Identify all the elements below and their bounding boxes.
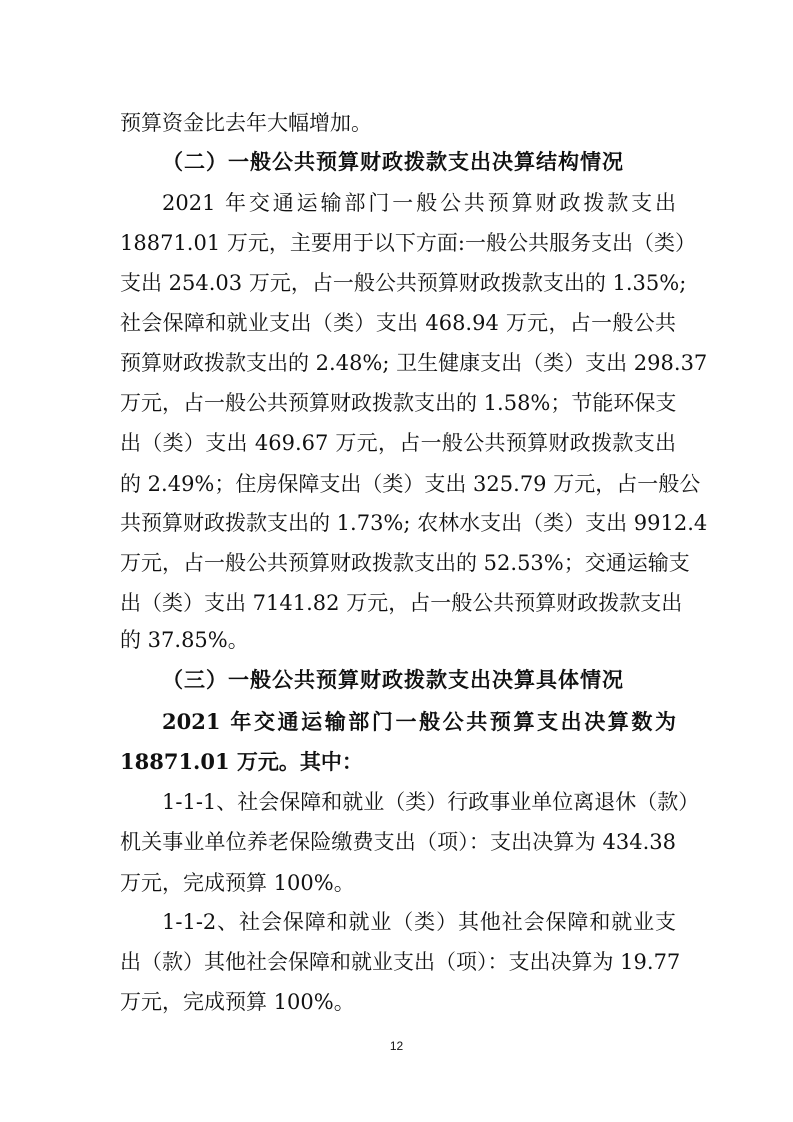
text-line: 万元，完成预算 100%。 (120, 871, 355, 895)
text-line: 1-1-1、社会保障和就业（类）行政事业单位离退休（款） (162, 790, 700, 814)
text-line: 出（款）其他社会保障和就业支出（项）：支出决算为 19.77 (120, 950, 681, 974)
text-line: 预算资金比去年大幅增加。 (120, 111, 372, 135)
text-line: 1-1-2、社会保障和就业（类）其他社会保障和就业支 (162, 910, 676, 934)
text-line: 社会保障和就业支出（类）支出 468.94 万元，占一般公共 (120, 311, 676, 335)
text-line-bold: 2021 年交通运输部门一般公共预算支出决算数为 (162, 709, 676, 734)
page-number: 12 (389, 1039, 404, 1053)
text-line: 出（类）支出 7141.82 万元，占一般公共预算财政拨款支出 (120, 591, 683, 615)
text-line: 的 2.49%；住房保障支出（类）支出 325.79 万元，占一般公 (120, 472, 701, 496)
text-line: 支出 254.03 万元，占一般公共预算财政拨款支出的 1.35%; (120, 271, 687, 295)
text-line: 出（类）支出 469.67 万元，占一般公共预算财政拨款支出 (120, 431, 676, 455)
text-line: 预算财政拨款支出的 2.48%; 卫生健康支出（类）支出 298.37 (120, 351, 708, 375)
text-line: 共预算财政拨款支出的 1.73%; 农林水支出（类）支出 9912.4 (120, 511, 708, 535)
text-line-bold: 18871.01 万元。其中： (120, 749, 363, 774)
text-line: 的 37.85%。 (120, 628, 249, 652)
text-line: 万元，占一般公共预算财政拨款支出的 1.58%；节能环保支 (120, 391, 677, 415)
section-heading-3: （三）一般公共预算财政拨款支出决算具体情况 (162, 668, 624, 692)
text-line: 2021 年交通运输部门一般公共预算财政拨款支出 (162, 191, 676, 215)
text-line: 万元，占一般公共预算财政拨款支出的 52.53%；交通运输支 (120, 551, 690, 575)
text-line: 万元，完成预算 100%。 (120, 990, 355, 1014)
text-line: 18871.01 万元，主要用于以下方面:一般公共服务支出（类） (120, 231, 696, 255)
text-line: 机关事业单位养老保险缴费支出（项）：支出决算为 434.38 (120, 830, 676, 854)
section-heading-2: （二）一般公共预算财政拨款支出决算结构情况 (162, 150, 624, 174)
